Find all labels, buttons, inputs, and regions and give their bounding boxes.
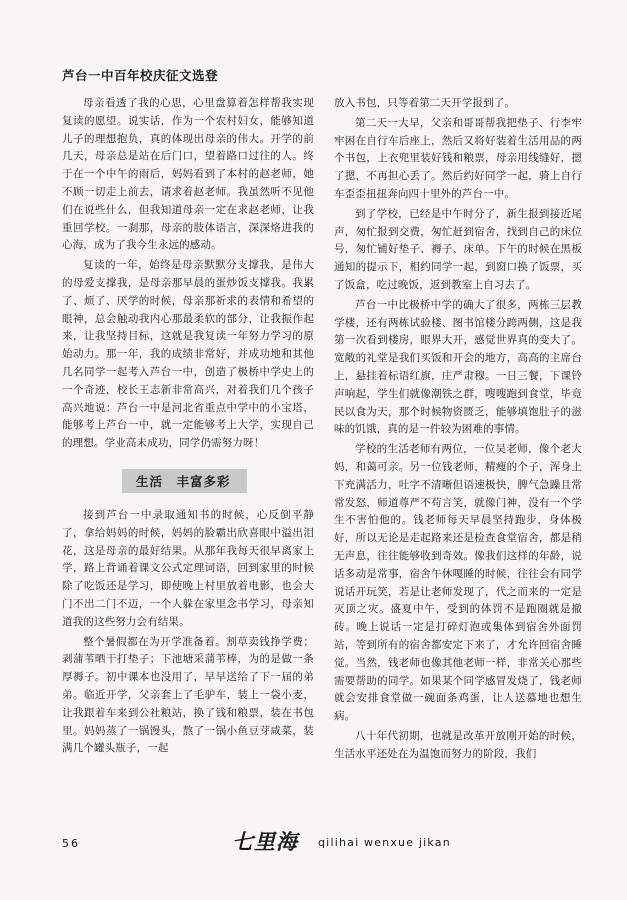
paragraph: 到了学校，已经是中午时分了，新生报到接近尾声，匆忙报到交费，匆忙赶到宿舍，找到自己的床位号，匆忙铺好垫子、褥子、床单。下午的时候在黑板通知的提示下，相约同学一起，到窗口换了饭票，买了饭盒，吃过晚饭，返到教室上自习去了。 (334, 207, 582, 291)
paragraph: 八十年代初期，也就是改革开放刚开始的时候，生活水平还处在为温饱而努力的阶段，我们 (334, 729, 582, 760)
paragraph: 放入书包，只等着第二天开学报到了。 (334, 97, 516, 109)
paragraph: 接到芦台一中录取通知书的时候，心反倒平静了，拿给妈妈的时候，妈妈的脸霸出欣喜眼中溢出泪花，这是母亲的最好结果。从那年我每天很早离家上学，路上背诵着课文公式定理词语，回到家里的时候除了吃饭还是学习，即使晚上村里放着电影，也会大门不出二门不迈，一个人躲在家里念书学习，母亲知道我的这些努力会有结果。 (62, 508, 314, 628)
page-header: 芦台一中百年校庆征文选登 (62, 68, 219, 83)
paragraph: 芦台一中比极桥中学的确大了很多，两栋三层教学楼，还有两栋试验楼、图书馆楼分跨两侧，这是我第一次看到楼房，眼界大开，感觉世界真的变大了。宽敞的礼堂是我们买饭和开会的地方，高高的主席台上，悬挂着标语红旗，庄严肃穆。一日三餐，下课铃声响起，学生们就像潮铁之群，嗖嗖跑到食堂，毕竟民以食为天，那个时候物资匮乏，能够填饱肚子的滋味的饥饿，真的是一件较为困难的事情。 (334, 298, 582, 436)
paragraph: 母亲看透了我的心思，心里盘算着怎样帮我实现复读的愿望。说实话，作为一个农村妇女，能够知道儿子的理想抱负，真的体现出母亲的伟大。开学的前几天，母亲总是站在后门口，望着路口过往的人。终于在一个中午的雨后，妈妈看到了本村的赵老师，她不顾一切走上前去，请求着赵老师。我虽然听不见他们在说些什么，但我知道母亲一定在求赵老师，让我重回学校。一刹那，母亲的肢体语言，深深烙进我的心海，成为了我今生永远的感动。 (62, 97, 314, 252)
left-column (62, 95, 314, 760)
paragraph: 整个暑假都在为开学准备着。割草卖钱挣学费；剥蒲苇晒干打垫子；下池塘采蒲苇棒，为的是做一条厚褥子。初中课本也没用了，早早送给了下一届的弟弟。临近开学，父亲套上了毛驴车，装上一袋小麦，让我跟着车来到公社粮站，换了钱和粮票，装在书包里。妈妈蒸了一锅馒头，熬了一锅小鱼豆芽咸菜，装满几个罐头瓶子，一起 (62, 635, 314, 755)
magazine-logo: 七里海 (232, 829, 298, 854)
magazine-pinyin: qilihai wenxue jikan (318, 836, 451, 849)
section-heading: 生活 丰富多彩 (122, 469, 247, 493)
page-number: 56 (62, 837, 80, 850)
paragraph: 学校的生活老师有两位，一位吴老师，像个老大妈，和蔼可亲。另一位钱老师，精瘦的个子，浑身上下充满活力，吐字不清晰但语速极快，脾气急躁且常常发怒，师道尊严不苟言笑，就像门神，没有一个学生不害怕他的。钱老师每天早晨坚持跑步，身体极好，所以无论是走起路来还是检查食堂宿舍，都是稍无声息，往往能够收到奇效。像我们这样的年龄，说话多动是常事，宿舍午休嘎睡的时候，往往会有同学说话开玩笑，若是让老师发现了，代之而来的一定是灭顶之灾。盛夏中午，受到的体罚不是跑圈就是撤砖。晚上说话一定是打碎灯泡或集体到宿舍外面罚站，等到所有的宿舍都安定下来了，才允许回宿舍睡觉。当然，钱老师也像其他老师一样，非常关心那些需要帮助的同学。如果某个同学感冒发烧了，钱老师就会安排食堂做一碗面条鸡蛋，让人送慕地也想生病。 (334, 443, 582, 723)
paragraph: 复读的一年，始终是母亲默默分支撑我，是伟大的母爱支撑我，是母亲那早晨的蛋炒饭支撑我。我累了、烦了、厌学的时候，母亲那祈求的表情和希望的眼神，总会触动我内心那最柔软的部分，让我振作起来，让我坚持目标，这就是我复读一年努力学习的原始动力。那一年，我的成绩非常好，并成功地和其他几名同学一起考入芦台一中，创造了极桥中学史上的一个奇迹，校长王志新非常高兴，对着我们几个孩子高兴地说：芦台一中是河北省重点中学中的小宝塔，能够考上芦台一中，就一定能够考上大学，实现自己的理想。学业高未成功，同学仍需努力呀！ (62, 259, 314, 450)
paragraph: 第二天一大早，父亲和哥哥帮我把垫子、行李牢牢困在自行车后座上，然后又将好装着生活用品的两个书包，上衣兜里装好钱和粮票，母亲用线缝好，摁了摁，不再担心丢了。然后约好同学一起，骑上自行车歪歪扭扭奔向四十里外的芦台一中。 (334, 116, 582, 200)
right-column (334, 95, 582, 765)
